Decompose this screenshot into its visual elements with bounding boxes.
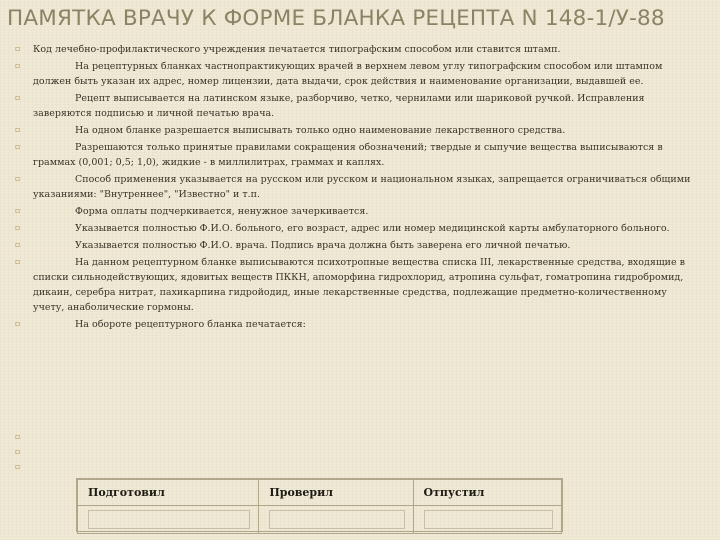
empty-list-item <box>15 445 25 460</box>
item-text: На одном бланке разрешается выписывать только одно наименование лекарственного средства. <box>75 125 566 136</box>
item-text: Код лечебно-профилактического учреждения печатается типографским способом или ставится штамп. <box>33 44 561 55</box>
item-text: На рецептурных бланках частнопрактикующих врачей в верхнем левом углу типографским способом или штампом должен быть указан их адрес, номер лицензии, дата выдачи, срок действия и наименование организации, выдавшей ее. <box>33 61 663 87</box>
list-item <box>15 59 695 89</box>
list-item <box>15 42 695 57</box>
bullet-arrow-icon: ▫ <box>15 44 21 53</box>
bullet-arrow-icon: ▫ <box>15 174 21 183</box>
slide-title: ПАМЯТКА ВРАЧУ К ФОРМЕ БЛАНКА РЕЦЕПТА N 148-1/У-88 <box>7 6 665 31</box>
item-text: Форма оплаты подчеркивается, ненужное зачеркивается. <box>75 206 369 217</box>
bullet-arrow-icon: ▫ <box>15 462 21 471</box>
bullet-arrow-icon: ▫ <box>15 125 21 134</box>
bullet-arrow-icon: ▫ <box>15 223 21 232</box>
signature-table <box>76 478 563 532</box>
list-item <box>15 123 695 138</box>
list-item <box>15 204 695 219</box>
table-header-dispensed: Отпустил <box>413 480 561 506</box>
bullet-arrow-icon: ▫ <box>15 319 21 328</box>
table-cell-dispensed <box>413 506 561 534</box>
item-text: На обороте рецептурного бланка печатается: <box>75 319 306 330</box>
list-item <box>15 91 695 121</box>
item-text: Указывается полностью Ф.И.О. больного, его возраст, адрес или номер медицинской карты амбулаторного больного. <box>75 223 670 234</box>
bullet-arrow-icon: ▫ <box>15 93 21 102</box>
list-item <box>15 221 695 236</box>
item-text: Указывается полностью Ф.И.О. врача. Подпись врача должна быть заверена его личной печатью. <box>75 240 571 251</box>
table-header-checked: Проверил <box>259 480 413 506</box>
item-text: Разрешаются только принятые правилами сокращения обозначений; твердые и сыпучие вещества выписываются в граммах (0,001; 0,5; 1,0), жидкие - в миллилитрах, граммах и каплях. <box>33 142 663 168</box>
list-item <box>15 172 695 202</box>
table-cell-prepared <box>78 506 259 534</box>
memo-list <box>15 42 695 332</box>
list-item <box>15 140 695 170</box>
item-text: Рецепт выписывается на латинском языке, разборчиво, четко, чернилами или шариковой ручкой. Исправления заверяются подписью и личной печатью врача. <box>33 93 645 119</box>
empty-list-item <box>15 460 25 475</box>
bullet-arrow-icon: ▫ <box>15 206 21 215</box>
item-text: На данном рецептурном бланке выписываются психотропные вещества списка III, лекарственные средства, входящие в списки сильнодействующих, ядовитых веществ ПККН, апоморфина гидрохлорид, атропина сульфат, гоматропина гидробромид, дикаин, серебра нитрат, пахикарпина гидройодид, иные лекарственные средства, подлежащие предметно-количественному учету, анаболические гормоны. <box>33 257 685 313</box>
list-item <box>15 238 695 253</box>
empty-list <box>15 430 25 475</box>
bullet-arrow-icon: ▫ <box>15 61 21 70</box>
item-text: Способ применения указывается на русском или русском и национальном языках, запрещается ограничиваться общими указаниями: "Внутреннее", "Известно" и т.п. <box>33 174 691 200</box>
table-header-prepared: Подготовил <box>78 480 259 506</box>
bullet-arrow-icon: ▫ <box>15 447 21 456</box>
list-item <box>15 255 695 315</box>
list-item <box>15 317 695 332</box>
bullet-arrow-icon: ▫ <box>15 432 21 441</box>
bullet-arrow-icon: ▫ <box>15 257 21 266</box>
table-cell-checked <box>259 506 413 534</box>
empty-list-item <box>15 430 25 445</box>
bullet-arrow-icon: ▫ <box>15 240 21 249</box>
bullet-arrow-icon: ▫ <box>15 142 21 151</box>
